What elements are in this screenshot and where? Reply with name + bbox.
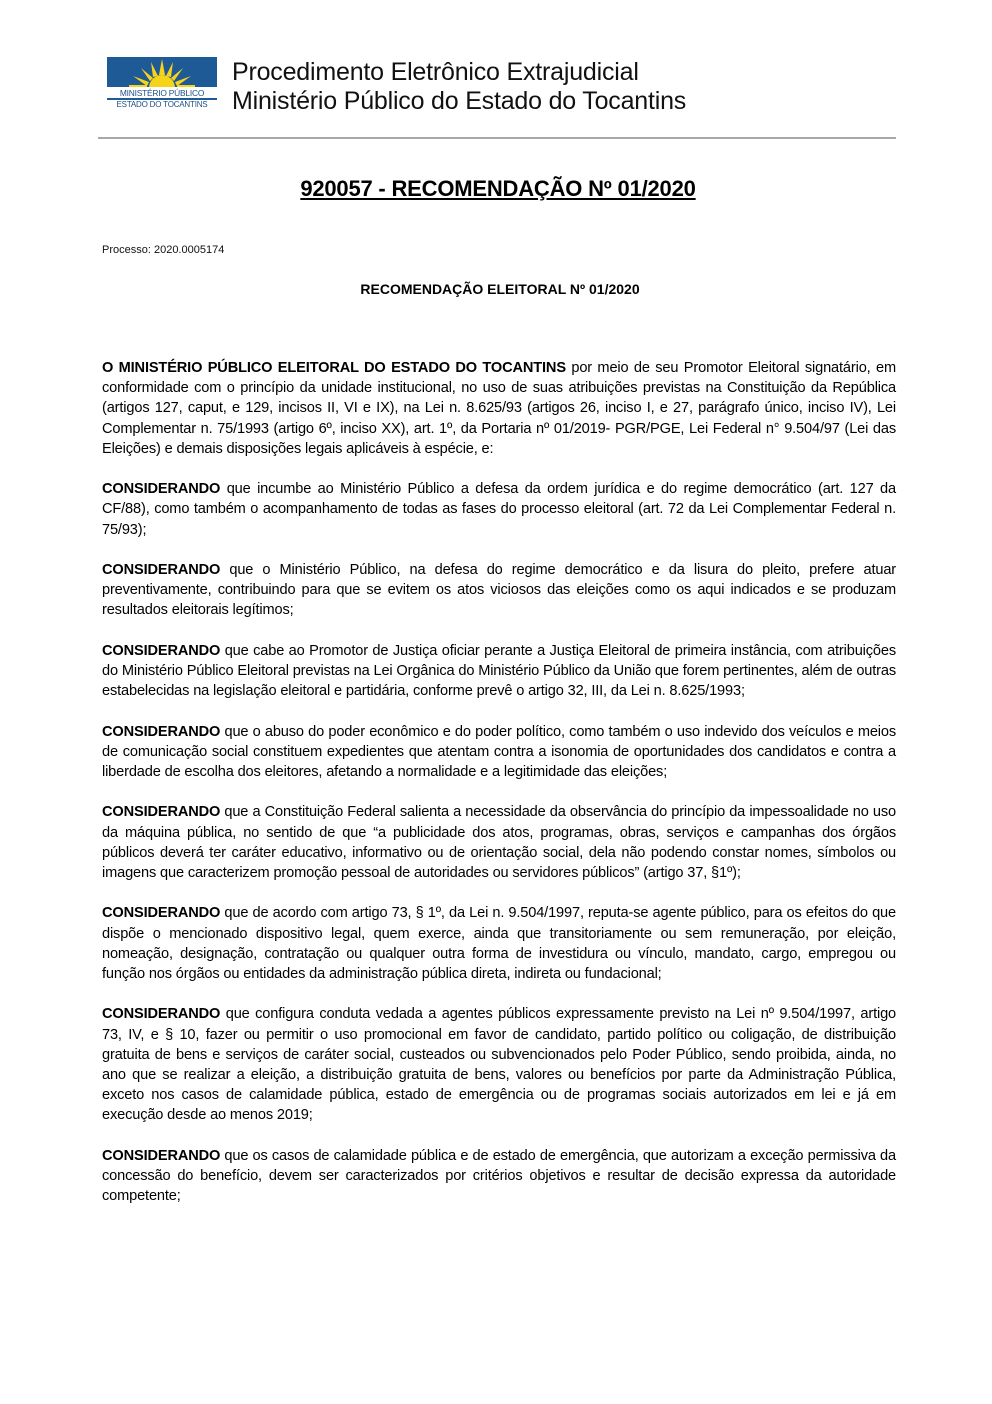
paragraph-text: por meio de seu Promotor Eleitoral signatário, em conformidade com o princípio da unidade institucional, no uso de suas atribuições previstas na Constituição da República (artigos 127, caput, e 129, incisos II, VI e IX), na Lei n. 8.625/93 (artigos 26, inciso I, e 27, parágrafo único, inciso IV), Lei Complementar n. 75/1993 (artigo 6º, inciso XX), art. 1º, da Portaria nº 01/2019- PGR/PGE, Lei Federal n° 9.504/97 (Lei das Eleições) e demais disposições legais aplicáveis à espécie, e: — [102, 360, 896, 457]
paragraph-considerando — [102, 802, 896, 883]
ministerio-publico-logo — [107, 57, 217, 109]
paragraph-lead: CONSIDERANDO — [102, 804, 221, 821]
paragraph-text: que a Constituição Federal salienta a necessidade da observância do princípio da impessoalidade no uso da máquina pública, no sentido de que “a publicidade dos atos, programas, obras, serviços e campanhas dos órgãos públicos deverá ter caráter educativo, informativo ou de orientação social, dela não podendo constar nomes, símbolos ou imagens que caracterizem promoção pessoal de autoridades ou servidores públicos” (artigo 37, §1º); — [102, 804, 896, 881]
document-body — [102, 358, 896, 1227]
paragraph-preamble — [102, 358, 896, 459]
paragraph-text: que os casos de calamidade pública e de estado de emergência, que autorizam a exceção permissiva da concessão do benefício, devem ser caracterizados por critérios objetivos e resultar de decisão expressa da autoridade competente; — [102, 1147, 896, 1205]
paragraph-text: que o Ministério Público, na defesa do regime democrático e da lisura do pleito, prefere atuar preventivamente, contribuindo para que se evitem os atos viciosos das eleições como os aqui indicados e se produzam resultados eleitorais legítimos; — [102, 562, 896, 619]
paragraph-text: que configura conduta vedada a agentes públicos expressamente previsto na Lei nº 9.504/1997, artigo 73, IV, e § 10, fazer ou permitir o uso promocional em favor de candidato, partido político ou coligação, de distribuição gratuita de bens e serviços de caráter social, custeados ou subvencionados pelo Poder Público, sendo proibida, ainda, no ano que se realizar a eleição, a distribuição gratuita de bens, valores ou benefícios por parte da Administração Pública, exceto nos casos de calamidade pública, estado de emergência ou de programas sociais autorizados em lei e já em execução desde ao menos 2019; — [102, 1006, 896, 1124]
paragraph-text: que o abuso do poder econômico e do poder político, como também o uso indevido dos veículos e meios de comunicação social constituem expedientes que atentam contra a isonomia de oportunidades dos candidatos e contra a liberdade de escolha dos eleitores, afetando a normalidade e a legitimidade das eleições; — [102, 723, 896, 780]
header-title-line1: Procedimento Eletrônico Extrajudicial — [232, 58, 639, 86]
logo-text-ministerio: MINISTÉRIO PÚBLICO — [119, 88, 205, 98]
paragraph-text: que cabe ao Promotor de Justiça oficiar perante a Justiça Eleitoral de primeira instância, com atribuições do Ministério Público Eleitoral previstas na Lei Orgânica do Ministério Público da União que forem pertinentes, além de outras estabelecidas na legislação eleitoral e partidária, conforme prevê o artigo 32, III, da Lei n. 8.625/1993; — [102, 642, 896, 700]
paragraph-text: que de acordo com artigo 73, § 1º, da Lei n. 9.504/1997, reputa-se agente público, para os efeitos do que dispõe o mencionado dispositivo legal, quem exerce, ainda que transitoriamente ou sem remuneração, por eleição, nomeação, designação, contratação ou qualquer outra forma de investidura ou vínculo, mandato, cargo, empregou ou função nos órgãos ou entidades da administração pública direta, indireta ou fundacional; — [102, 905, 896, 982]
paragraph-lead: CONSIDERANDO — [102, 905, 221, 922]
logo-text-estado: ESTADO DO TOCANTINS — [116, 100, 208, 109]
sun-icon — [107, 57, 217, 87]
paragraph-lead: CONSIDERANDO — [102, 1147, 221, 1164]
header-title-line2: Ministério Público do Estado do Tocantins — [232, 87, 687, 115]
paragraph-lead: CONSIDERANDO — [102, 562, 221, 578]
document-title: 920057 - RECOMENDAÇÃO Nº 01/2020 — [300, 176, 696, 201]
paragraph-text: que incumbe ao Ministério Público a defesa da ordem jurídica e do regime democrático (art. 127 da CF/88), como também o acompanhamento de todas as fases do processo eleitoral (art. 72 da Lei Complementar Federal n. 75/93); — [102, 481, 896, 538]
paragraph-considerando — [102, 722, 896, 783]
paragraph-considerando — [102, 903, 896, 984]
document-subtitle: RECOMENDAÇÃO ELEITORAL Nº 01/2020 — [360, 281, 640, 297]
paragraph-lead: CONSIDERANDO — [102, 1006, 221, 1023]
paragraph-lead: CONSIDERANDO — [102, 723, 221, 740]
header-divider — [98, 137, 896, 139]
paragraph-considerando — [102, 1146, 896, 1207]
paragraph-considerando — [102, 560, 896, 621]
paragraph-considerando — [102, 479, 896, 540]
paragraph-considerando — [102, 641, 896, 702]
header-title — [232, 58, 686, 116]
paragraph-considerando — [102, 1004, 896, 1125]
process-number: Processo: 2020.0005174 — [102, 244, 225, 256]
paragraph-lead: CONSIDERANDO — [102, 481, 221, 498]
logo-banner — [107, 57, 217, 87]
paragraph-lead: O MINISTÉRIO PÚBLICO ELEITORAL DO ESTADO DO TOCANTINS — [102, 360, 566, 376]
paragraph-lead: CONSIDERANDO — [102, 642, 221, 659]
